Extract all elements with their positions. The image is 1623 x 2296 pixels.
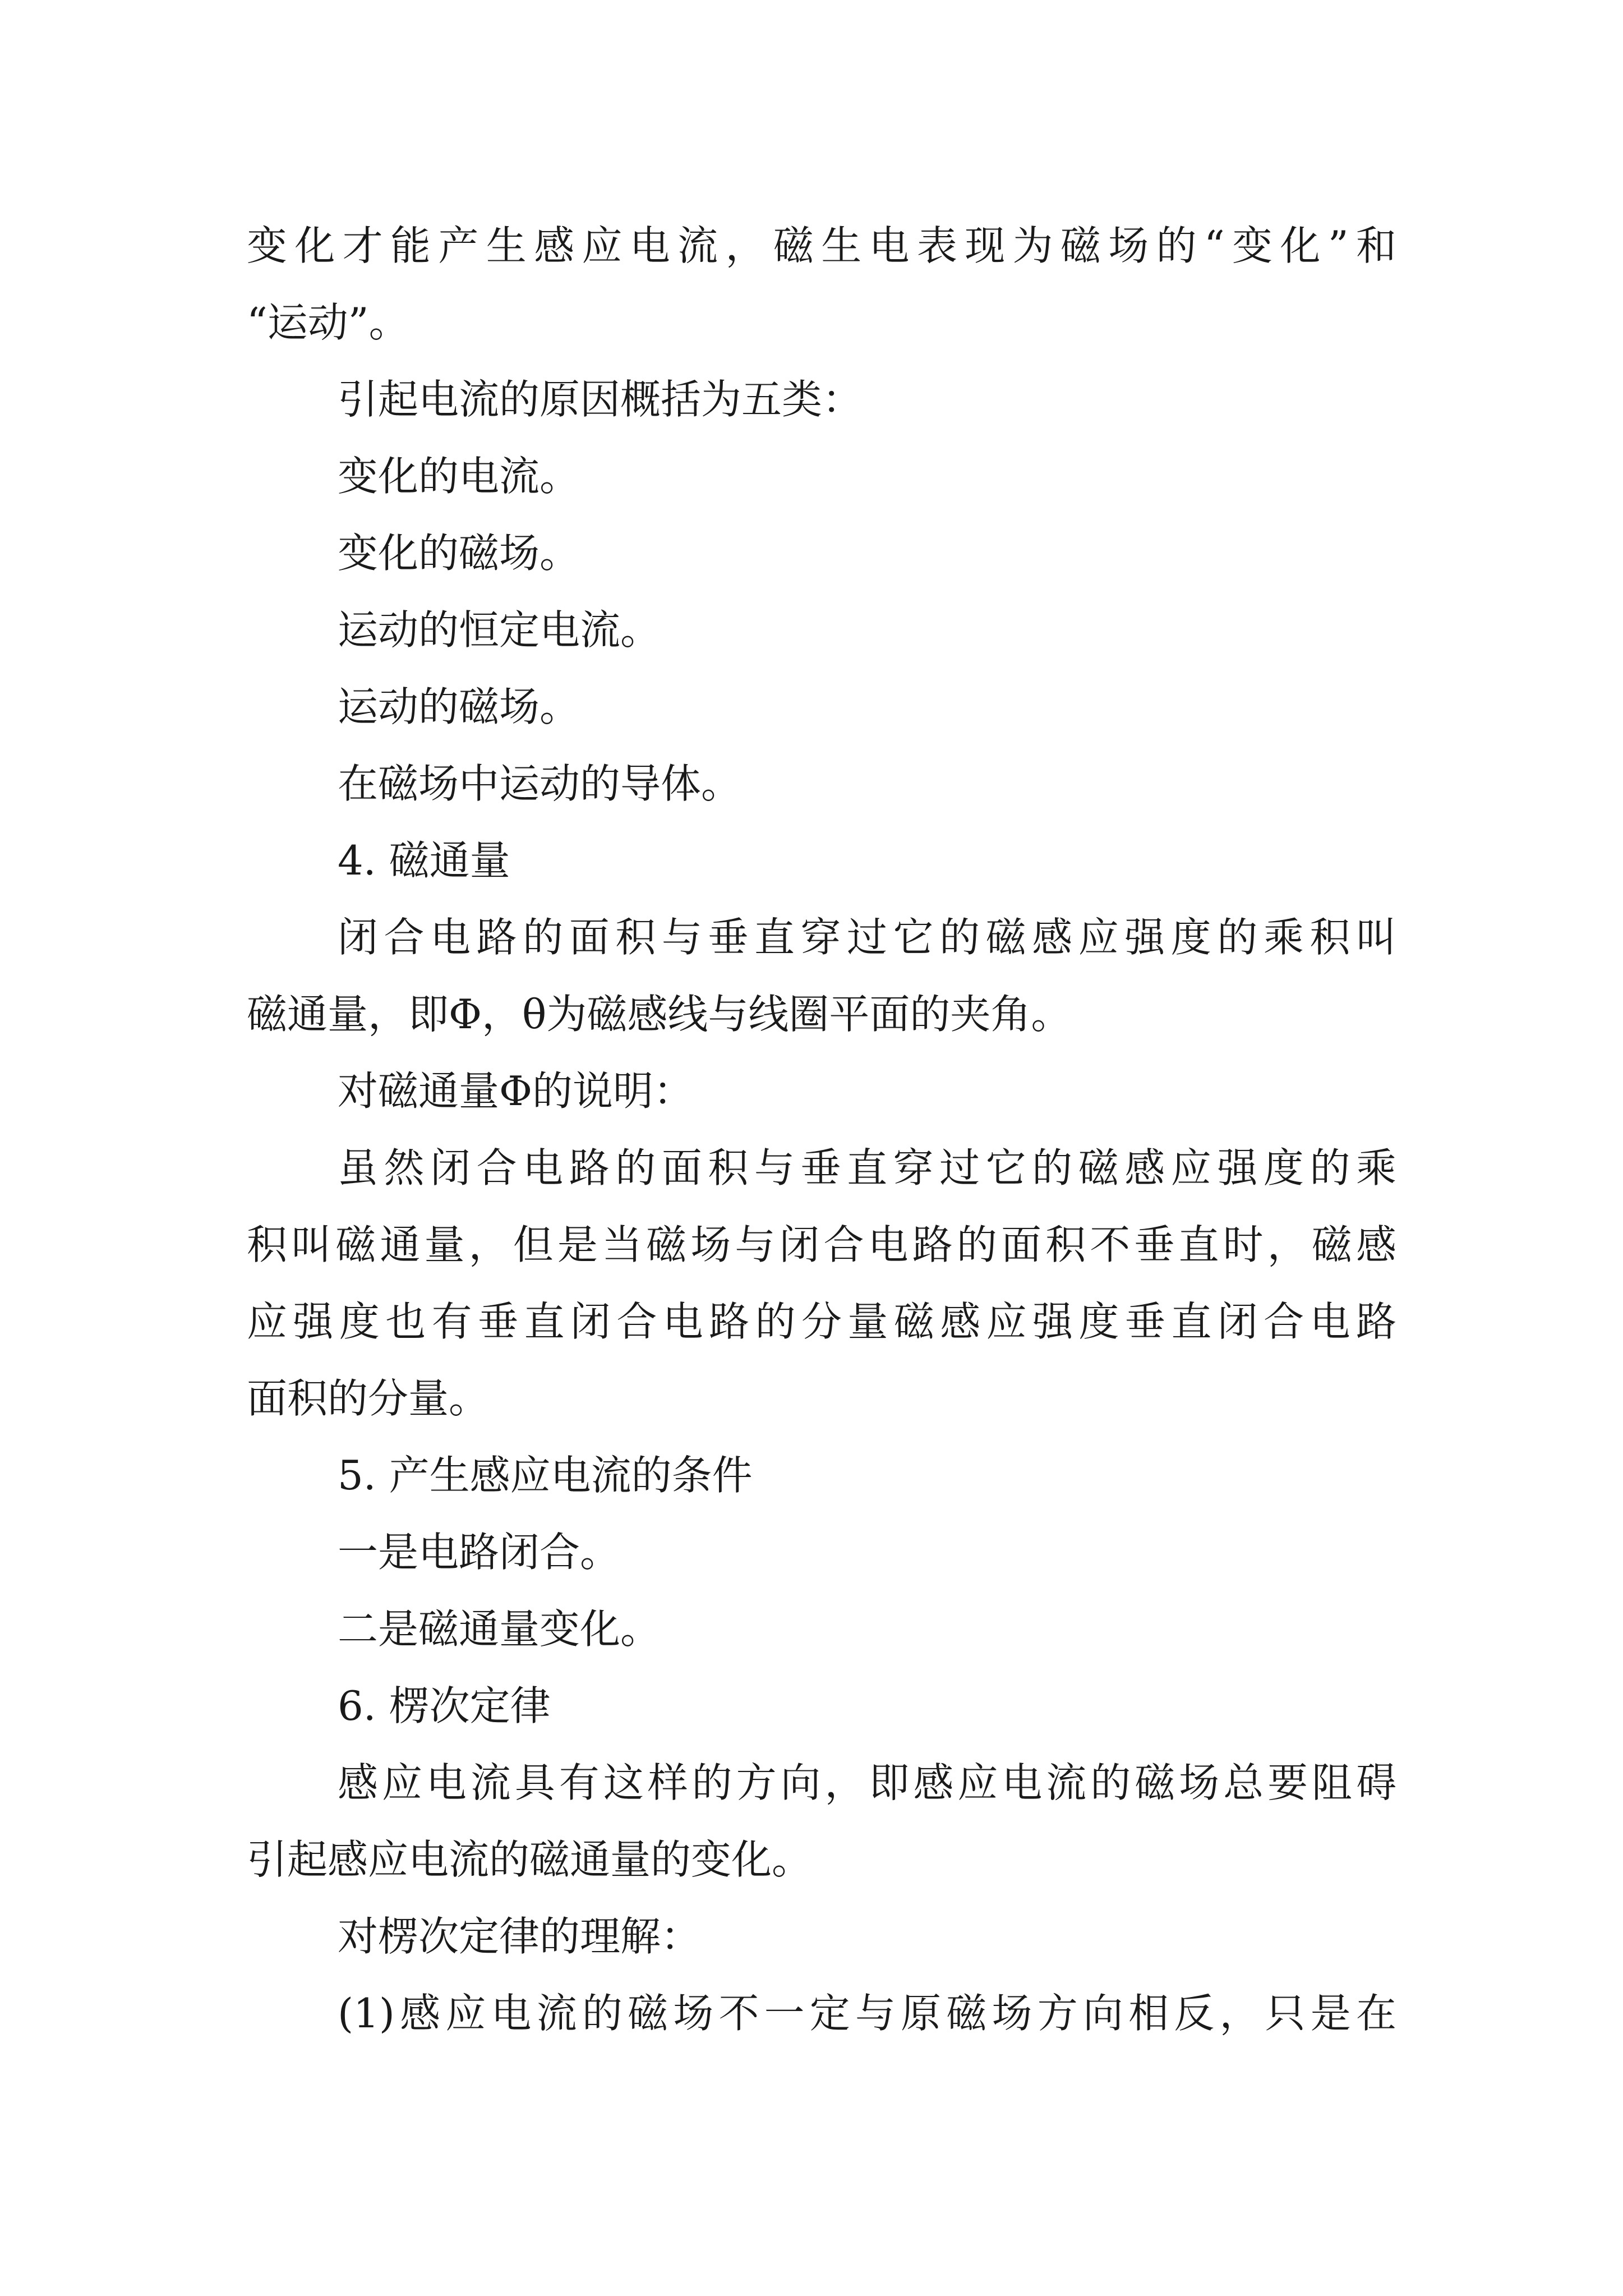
text-line: 应强度也有垂直闭合电路的分量磁感应强度垂直闭合电路 — [247, 1298, 1396, 1345]
text-line: 运动的恒定电流。 — [338, 606, 661, 654]
text-line: 引起感应电流的磁通量的变化。 — [247, 1836, 813, 1883]
body-text — [247, 208, 1396, 2052]
text-line: 对磁通量Φ的说明： — [338, 1068, 694, 1115]
text-line: 闭合电路的面积与垂直穿过它的磁感应强度的乘积叫 — [338, 914, 1396, 961]
text-line: 6. 楞次定律 — [338, 1682, 551, 1729]
text-line: 面积的分量。 — [247, 1375, 490, 1422]
text-line: 磁通量，即Φ，θ为磁感线与线圈平面的夹角。 — [247, 991, 1072, 1038]
text-line: 变化才能产生感应电流，磁生电表现为磁场的“变化”和 — [247, 222, 1396, 269]
text-line: 一是电路闭合。 — [338, 1529, 621, 1576]
text-line: 对楞次定律的理解： — [338, 1913, 702, 1960]
text-line: 在磁场中运动的导体。 — [338, 760, 742, 807]
text-line: 二是磁通量变化。 — [338, 1605, 661, 1653]
text-line: 引起电流的原因概括为五类： — [338, 376, 863, 423]
text-line: 运动的磁场。 — [338, 683, 580, 730]
text-line: 感应电流具有这样的方向，即感应电流的磁场总要阻碍 — [338, 1759, 1396, 1806]
text-line: 变化的电流。 — [338, 453, 580, 500]
text-line: 积叫磁通量，但是当磁场与闭合电路的面积不垂直时，磁感 — [247, 1221, 1396, 1268]
text-line: 4. 磁通量 — [338, 837, 510, 884]
text-line: 变化的磁场。 — [338, 530, 580, 577]
text-line: (1)感应电流的磁场不一定与原磁场方向相反，只是在 — [338, 1990, 1396, 2037]
text-line: 虽然闭合电路的面积与垂直穿过它的磁感应强度的乘 — [338, 1144, 1396, 1191]
text-line: 5. 产生感应电流的条件 — [338, 1452, 753, 1499]
text-line: “运动”。 — [247, 299, 409, 346]
